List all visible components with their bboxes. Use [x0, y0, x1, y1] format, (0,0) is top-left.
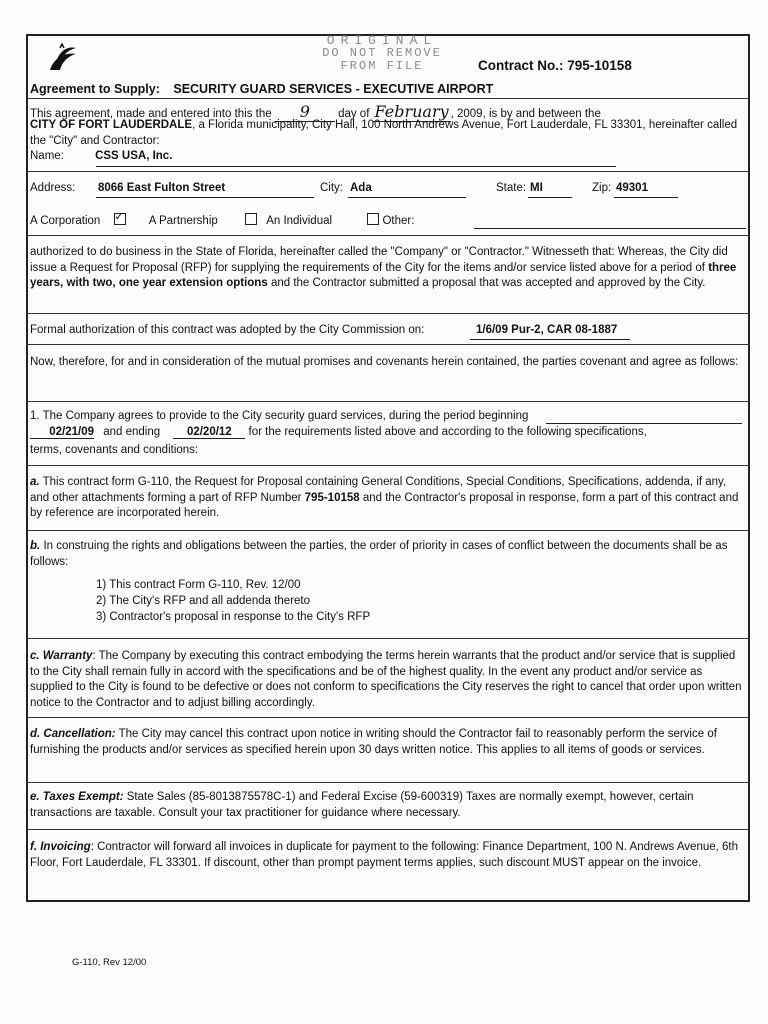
- original-stamp: [298, 34, 466, 73]
- section-a-text-1: This contract form G-110, the Request for Proposal containing General Conditions, Special Conditions, Specifications, addenda, if any, and other attachments forming a part of RFP Number: [30, 476, 727, 504]
- intro-text-3: , 2009, is by and between the: [450, 108, 601, 120]
- city-logo-icon: [46, 42, 80, 74]
- address-row: [30, 182, 75, 194]
- formal-value: 1/6/09 Pur-2, CAR 08-1887: [476, 324, 618, 336]
- agreement-to-supply: [30, 82, 493, 96]
- address-label: Address:: [30, 182, 76, 194]
- other-label: Other:: [382, 215, 415, 227]
- section-a: [30, 475, 744, 522]
- section-e-text: State Sales (85-8013875578C-1) and Federal Excise (59-600319) Taxes are normally exempt, however, certain transactions are taxable. Consult your tax practitioner for guidance where necessary.: [30, 791, 694, 819]
- document-frame: [26, 34, 750, 902]
- rfp-number: 795-10158: [304, 491, 360, 504]
- supply-title: SECURITY GUARD SERVICES - EXECUTIVE AIRPORT: [173, 82, 494, 96]
- section-e-label: e. Taxes Exempt:: [30, 791, 124, 803]
- section-1-line-2: [30, 426, 647, 439]
- formal-authorization: [30, 324, 424, 336]
- address-value: 8066 East Fulton Street: [98, 182, 226, 194]
- start-date: 02/21/09: [30, 426, 94, 439]
- and-ending: and ending: [103, 426, 161, 438]
- section-1-text-2: for the requirements listed above and according to the following specifications,: [248, 426, 647, 438]
- section-c-text: : The Company by executing this contract embodying the terms herein warrants that the product and/or service that is supplied to the City shall remain fully in accord with the specifications and be of the highest quality. In the event any product and/or service as supplied to the City is found to be defective or does not conform to specifications the City reserves the right to cancel that order upon written notice to the Contractor and to adjust billing accordingly.: [30, 650, 742, 709]
- authorized-text-2: and the Contractor submitted a proposal that was accepted and approved by the City.: [270, 277, 706, 289]
- corporation-checkbox[interactable]: [114, 213, 126, 225]
- section-e: [30, 790, 744, 821]
- intro-text-2: day of: [338, 108, 370, 120]
- section-a-text-2: and the Contractor's proposal in response, form a part of this contract and by reference are incorporated herein.: [30, 491, 739, 519]
- stamp-line-3: FROM FILE: [340, 59, 424, 73]
- section-b: [30, 539, 744, 570]
- intro-text-1: This agreement, made and entered into this the: [30, 108, 272, 120]
- section-d-text: The City may cancel this contract upon notice in writing should the Contractor fail to reasonably perform the service of furnishing the products and/or services as specified herein upon 30 days written notice. This applies to all items of goods or services.: [30, 728, 717, 756]
- priority-list: [96, 577, 370, 625]
- name-row: [30, 150, 172, 162]
- contract-no-value: 795-10158: [567, 58, 632, 73]
- authorized-text-1: authorized to do business in the State of Florida, hereinafter called the "Company" or "Contractor." Witnesseth that: Whereas, the City did issue a Request for Proposal (RFP) for supplying the requirements of the City for the items and/or service listed above for a period of: [30, 246, 728, 274]
- individual-label: An Individual: [266, 215, 333, 227]
- section-f-text: : Contractor will forward all invoices in duplicate for payment to the following: Finance Department, 100 N. Andrews Avenue, 6th Floor, Fort Lauderdale, FL 33301. If discount, other than prompt payment terms applies, such discount MUST appear on the invoice.: [30, 841, 739, 869]
- section-1-text-1: 1. The Company agrees to provide to the City security guard services, during the period beginning: [30, 410, 529, 422]
- name-label: Name:: [30, 150, 64, 162]
- corporation-label: A Corporation: [30, 215, 101, 227]
- contract-number: [478, 58, 632, 73]
- authorized-paragraph: [30, 245, 744, 292]
- section-b-text: In construing the rights and obligations between the parties, the order of priority in cases of conflict between the documents shall be as follows:: [30, 540, 728, 568]
- state-value: MI: [530, 182, 543, 194]
- month-handwritten: February: [374, 102, 449, 121]
- entity-row: [30, 213, 414, 227]
- list-item: 1) This contract Form G-110, Rev. 12/00: [96, 579, 301, 591]
- term-bold: three years, with two, one year extension options: [30, 261, 737, 289]
- partnership-label: A Partnership: [148, 215, 218, 227]
- contract-no-label: Contract No.:: [478, 58, 564, 73]
- contractor-name: CSS USA, Inc.: [95, 150, 173, 162]
- zip-value: 49301: [616, 182, 648, 194]
- state-label: State:: [496, 182, 527, 194]
- intro-line-2: [30, 118, 744, 149]
- section-f: [30, 840, 744, 871]
- supply-label: Agreement to Supply:: [30, 82, 160, 96]
- form-footer: G-110, Rev 12/00: [72, 957, 147, 968]
- city-value: Ada: [350, 182, 372, 194]
- formal-text: Formal authorization of this contract was adopted by the City Commission on:: [30, 324, 425, 336]
- stamp-line-1: ORIGINAL: [326, 33, 438, 48]
- city-label: City:: [320, 182, 343, 194]
- zip-label: Zip:: [592, 182, 612, 194]
- section-a-label: a.: [30, 476, 40, 488]
- intro-text-4: , a Florida municipality, City Hall, 100 North Andrews Avenue, Fort Lauderdale, FL 33301, hereinafter called the "City" and Contractor:: [30, 119, 738, 147]
- section-c: [30, 649, 744, 711]
- day-handwritten: 9: [275, 102, 335, 122]
- list-item: 3) Contractor's proposal in response to the City's RFP: [96, 611, 371, 623]
- partnership-checkbox[interactable]: [245, 213, 257, 225]
- section-d-label: d. Cancellation:: [30, 728, 116, 740]
- section-f-label: f. Invoicing: [30, 841, 91, 853]
- section-d: [30, 727, 744, 758]
- now-therefore: Now, therefore, for and in consideration of the mutual promises and covenants herein contained, the parties covenant and agree as follows:: [30, 356, 739, 368]
- list-item: 2) The City's RFP and all addenda thereto: [96, 595, 311, 607]
- other-checkbox[interactable]: [367, 213, 379, 225]
- stamp-line-2: DO NOT REMOVE: [322, 46, 442, 60]
- section-c-label: c. Warranty: [30, 650, 93, 662]
- end-date: 02/20/12: [173, 426, 245, 439]
- section-1-line-3: terms, covenants and conditions:: [30, 444, 199, 456]
- section-b-label: b.: [30, 540, 41, 552]
- city-name: CITY OF FORT LAUDERDALE: [30, 119, 193, 131]
